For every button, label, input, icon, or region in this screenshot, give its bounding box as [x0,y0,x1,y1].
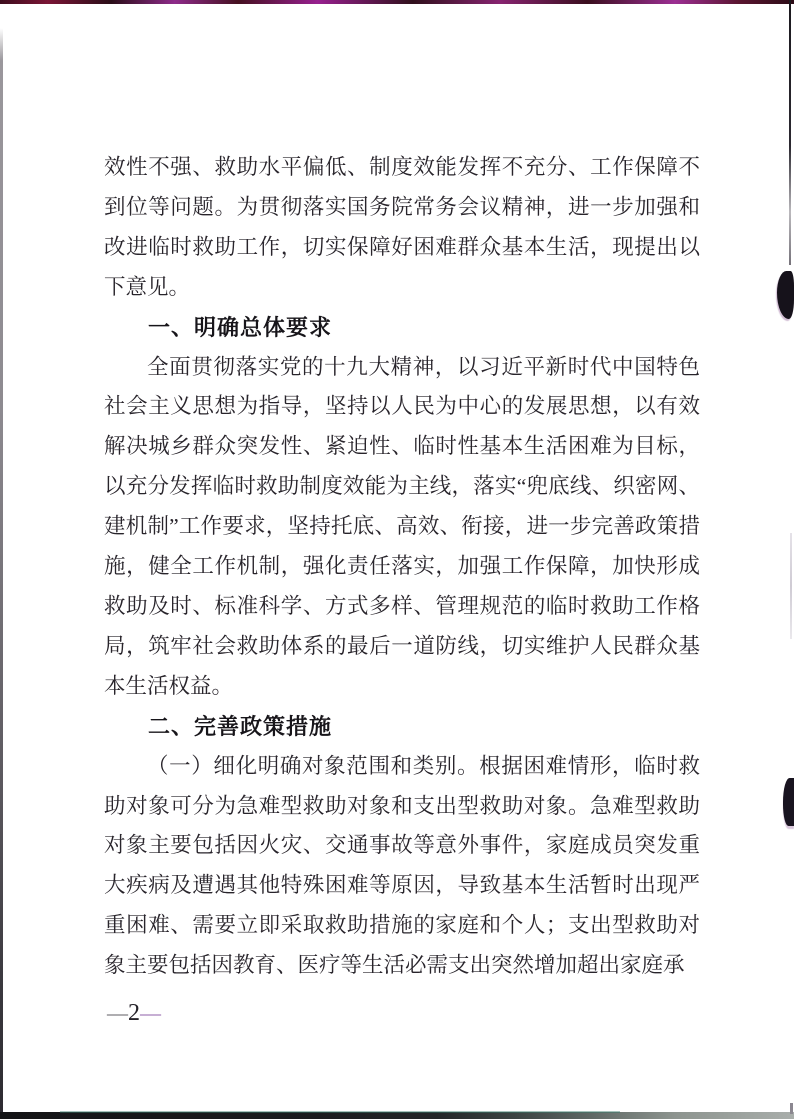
page-number-dash-right: — [140,1001,161,1025]
scan-artifact-right-line-top [789,0,791,265]
body-paragraph: 全面贯彻落实党的十九大精神，以习近平新时代中国特色社会主义思想为指导，坚持以人民为中心的发展思想，以有效解决城乡群众突发性、紧迫性、临时性基本生活困难为目标，以充分发挥临时救助制度效能为主线，落实“兜底线、织密网、建机制”工作要求，坚持托底、高效、衔接，进一步完善政策措施，健全工作机制，强化责任落实，加强工作保障，加快形成救助及时、标准科学、方式多样、管理规范的临时救助工作格局，筑牢社会救助体系的最后一道防线，切实维护人民群众基本生活权益。 [104,354,700,698]
scan-artifact-right-mark-bottom [790,1103,793,1114]
scan-artifact-right-line-mid [790,533,792,639]
body-paragraph: 效性不强、救助水平偏低、制度效能发挥不充分、工作保障不到位等问题。为贯彻落实国务院常务会议精神，进一步加强和改进临时救助工作，切实保障好困难群众基本生活，现提出以下意见。 [104,155,700,299]
document-body [104,148,700,986]
scan-artifact-top-edge [0,0,794,4]
page-number-value: 2 [128,1000,140,1026]
scan-artifact-bottom-edge-tint [60,1111,620,1113]
page-number-dash-left: — [107,1001,128,1025]
body-paragraph: （一）细化明确对象范围和类别。根据困难情形，临时救助对象可分为急难型救助对象和支出型救助对象。急难型救助对象主要包括因火灾、交通事故等意外事件，家庭成员突发重大疾病及遭遇其他特殊困难等原因，导致基本生活暂时出现严重困难、需要立即采取救助措施的家庭和个人；支出型救助对象主要包括因教育、医疗等生活必需支出突然增加超出家庭承 [104,753,700,978]
scan-artifact-right-blob-lower [783,778,794,826]
page-number [107,999,161,1027]
scan-artifact-bottom-edge [0,1112,794,1119]
scan-artifact-left-edge [0,28,3,1119]
section-heading: 一、明确总体要求 [148,314,333,340]
section-heading: 二、完善政策措施 [148,713,333,739]
scan-artifact-right-blob-upper [777,271,794,319]
